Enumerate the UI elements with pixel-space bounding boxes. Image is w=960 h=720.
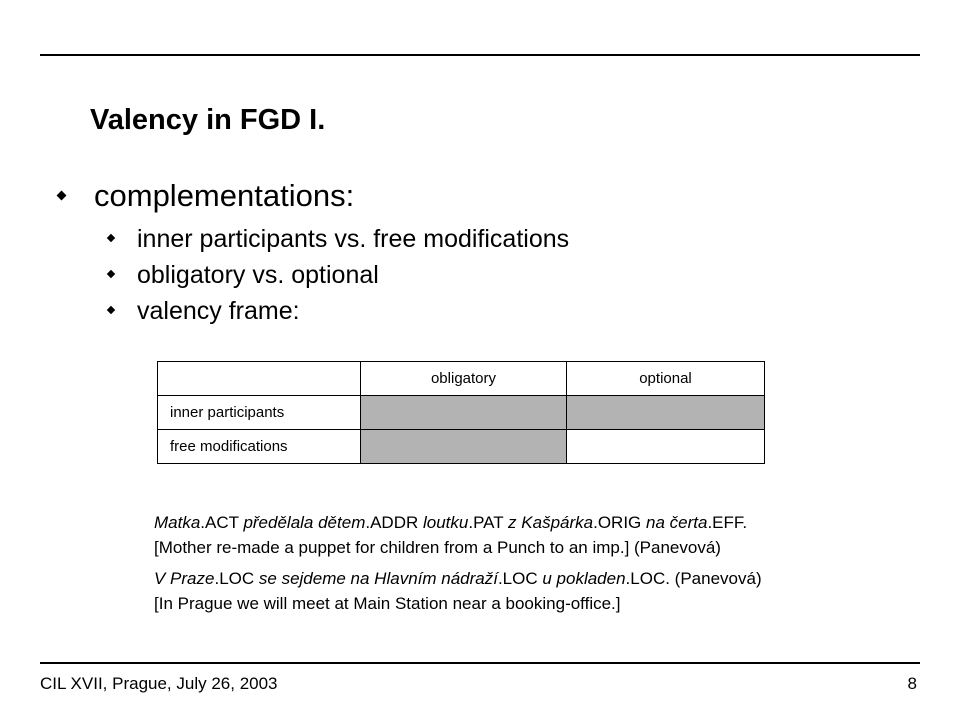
sub-bullet-text: inner participants vs. free modifications	[137, 225, 570, 253]
table-corner-cell	[158, 362, 361, 396]
diamond-bullet-icon	[107, 270, 115, 278]
page-number: 8	[907, 674, 917, 693]
cell-free-obligatory	[361, 430, 567, 464]
cell-inner-obligatory	[361, 396, 567, 430]
diamond-bullet-icon	[107, 234, 115, 242]
diamond-bullet-icon	[57, 191, 67, 201]
table-header-row	[158, 362, 765, 396]
table-row	[158, 396, 765, 430]
column-header-obligatory: obligatory	[361, 362, 567, 396]
row-label-inner-participants: inner participants	[158, 396, 361, 430]
sub-bullet-text: obligatory vs. optional	[137, 261, 379, 289]
cell-inner-optional	[567, 396, 765, 430]
row-label-free-modifications: free modifications	[158, 430, 361, 464]
footer-conference: CIL XVII, Prague, July 26, 2003	[40, 674, 278, 693]
cell-free-optional	[567, 430, 765, 464]
example-1-gloss: [Mother re-made a puppet for children from a Punch to an imp.] (Panevová)	[154, 538, 721, 557]
diamond-bullet-icon	[107, 306, 115, 314]
bullet-text: complementations:	[94, 178, 355, 213]
slide-title: Valency in FGD I.	[90, 104, 326, 136]
valency-frame-table	[157, 361, 765, 464]
examples-block	[154, 510, 762, 616]
sub-bullet-text: valency frame:	[137, 297, 300, 325]
example-1: Matka.ACT předělala dětem.ADDR loutku.PAT z Kašpárka.ORIG na čerta.EFF.	[154, 513, 748, 532]
example-2: V Praze.LOC se sejdeme na Hlavním nádraží.LOC u pokladen.LOC. (Panevová)	[154, 569, 762, 588]
table-row	[158, 430, 765, 464]
top-rule	[40, 54, 920, 56]
example-2-gloss: [In Prague we will meet at Main Station near a booking-office.]	[154, 594, 621, 613]
bottom-rule	[40, 662, 920, 664]
column-header-optional: optional	[567, 362, 765, 396]
